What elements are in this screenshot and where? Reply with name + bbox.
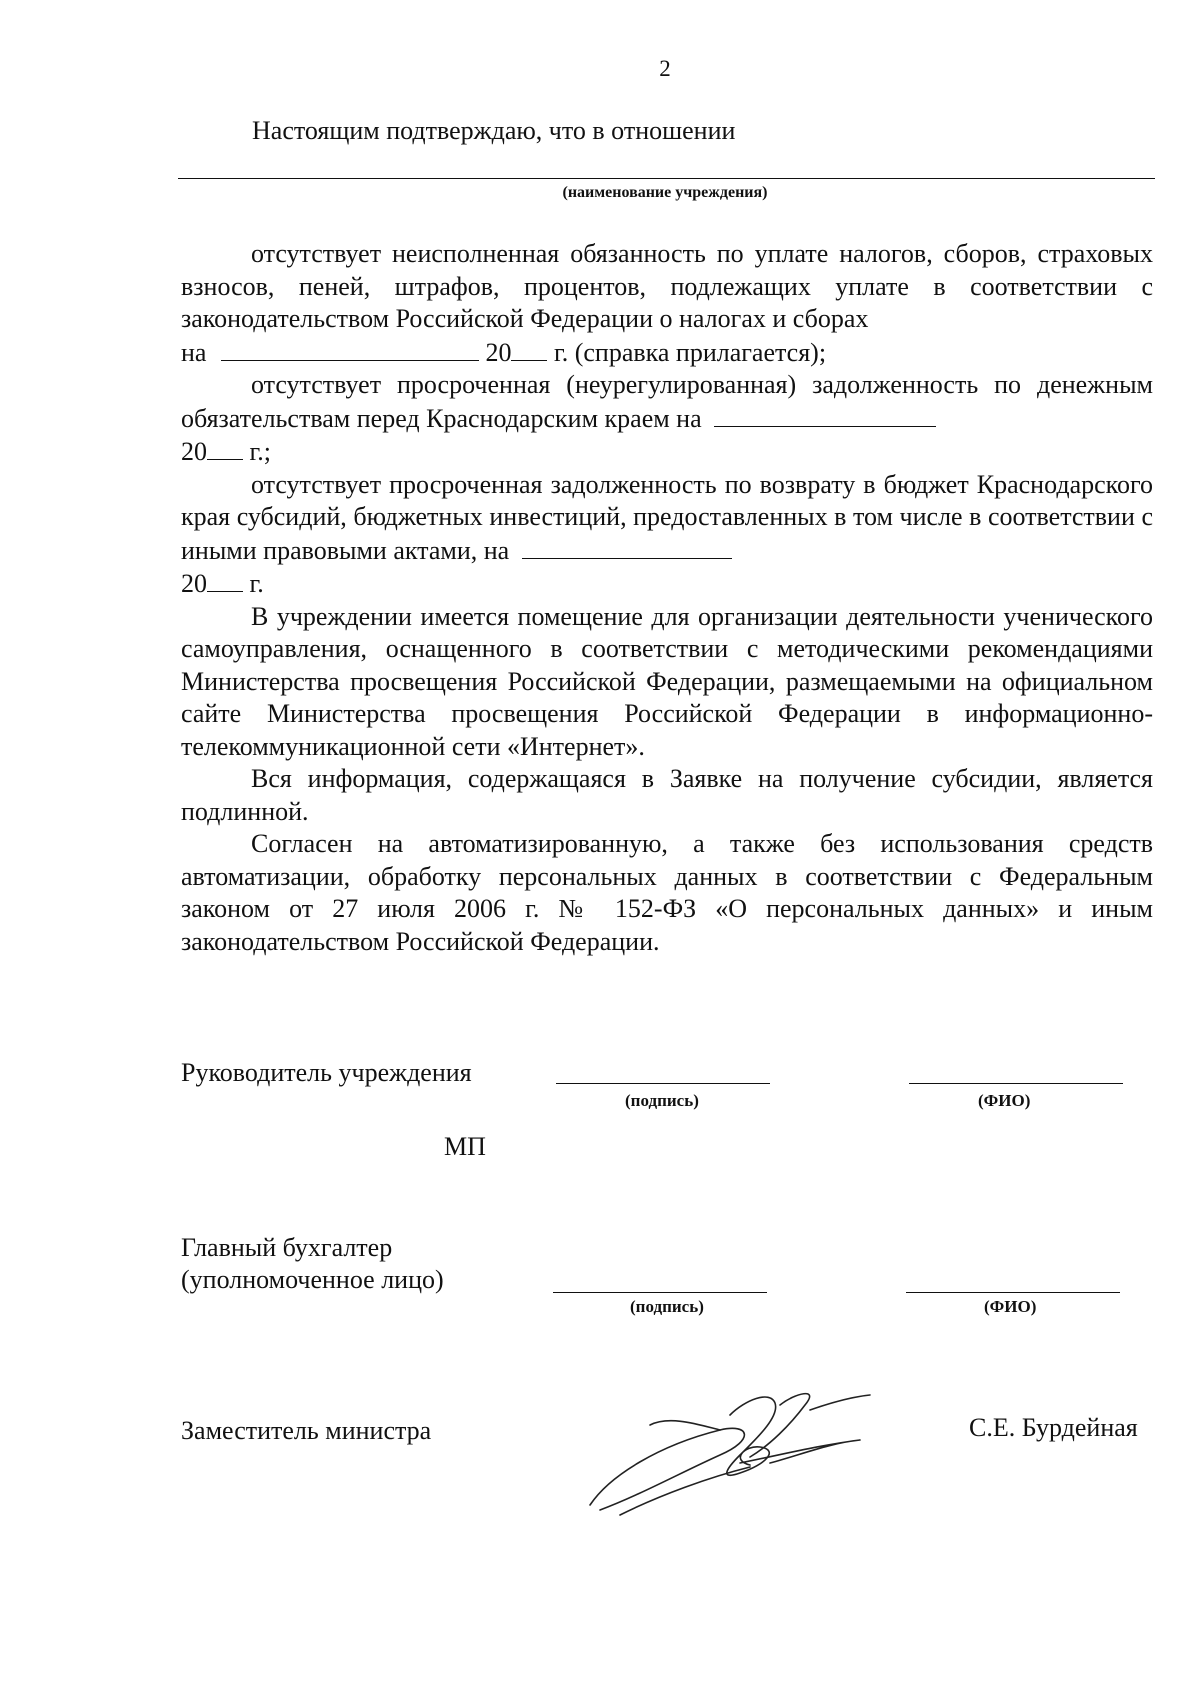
accountant-sublabel: (уполномоченное лицо) bbox=[181, 1265, 444, 1294]
text-year-prefix: 20 bbox=[181, 437, 207, 466]
text-debt-krai: отсутствует просроченная (неурегулированная) задолженность по денежным обязательствам перед Краснодарским краем на bbox=[181, 370, 1153, 433]
handwritten-signature bbox=[580, 1385, 900, 1530]
text-year-prefix: 20 bbox=[181, 569, 207, 598]
accountant-name-caption: (ФИО) bbox=[984, 1297, 1037, 1316]
text-na: на bbox=[181, 337, 207, 367]
paragraph-information-authentic: Вся информация, содержащаяся в Заявке на получение субсидии, является подлинной. bbox=[181, 764, 1153, 826]
year-blank bbox=[207, 567, 243, 592]
deputy-label: Заместитель министра bbox=[181, 1416, 432, 1445]
paragraph-tax-obligations: отсутствует неисполненная обязанность по уплате налогов, сборов, страховых взносов, пеней, штрафов, процентов, подлежащих уплате в соответствии с законодательством Российской Федерации о налогах и сборах bbox=[181, 239, 1153, 333]
head-label: Руководитель учреждения bbox=[181, 1058, 472, 1087]
deputy-name: С.Е. Бурдейная bbox=[969, 1413, 1138, 1442]
year-blank bbox=[511, 336, 547, 361]
paragraph-premises: В учреждении имеется помещение для организации деятельности ученического самоуправления, оснащенного в соответствии с методическими рекомендациями Министерства просвещения Российской Федерации, размещаемыми на официальном сайте Министерства просвещения Российской Федерации в информационно-телекоммуникационной сети «Интернет». bbox=[181, 601, 1153, 761]
institution-line bbox=[178, 178, 1155, 179]
text-year-suffix: г. bbox=[249, 569, 264, 598]
text-year-suffix: г.; bbox=[249, 437, 271, 466]
accountant-name-line bbox=[906, 1292, 1120, 1293]
head-name-line bbox=[909, 1083, 1123, 1084]
stamp-place: МП bbox=[444, 1132, 486, 1161]
date-blank bbox=[522, 534, 732, 559]
paragraph-debt-krai-year bbox=[181, 435, 1153, 469]
institution-caption: (наименование учреждения) bbox=[562, 184, 768, 201]
accountant-label: Главный бухгалтер bbox=[181, 1233, 393, 1262]
head-signature-caption: (подпись) bbox=[625, 1091, 699, 1110]
text-budget-return: отсутствует просроченная задолженность по возврату в бюджет Краснодарского края субсидий, бюджетных инвестиций, предоставленных в том числе в соответствии с иными правовыми актами, на bbox=[181, 469, 1153, 565]
page-number: 2 bbox=[659, 56, 671, 81]
date-blank bbox=[221, 336, 479, 361]
paragraph-budget-return-year bbox=[181, 567, 1153, 601]
body-text bbox=[181, 238, 1153, 958]
text-year-prefix: 20 bbox=[485, 337, 512, 367]
accountant-signature-caption: (подпись) bbox=[630, 1297, 704, 1316]
accountant-signature-line bbox=[553, 1292, 767, 1293]
year-blank bbox=[207, 435, 243, 460]
paragraph-debt-krai bbox=[181, 369, 1153, 435]
paragraph-personal-data-consent: Согласен на автоматизированную, а также без использования средств автоматизации, обработку персональных данных в соответствии с Федеральным законом от 27 июля 2006 г. № 152-ФЗ «О персональных данных» и иным законодательством Российской Федерации. bbox=[181, 829, 1153, 956]
text-certificate-attached: г. (справка прилагается); bbox=[553, 337, 827, 367]
intro-text: Настоящим подтверждаю, что в отношении bbox=[252, 116, 736, 145]
paragraph-budget-return bbox=[181, 469, 1153, 568]
paragraph-tax-date-line bbox=[181, 336, 1153, 370]
date-blank bbox=[714, 402, 936, 427]
head-name-caption: (ФИО) bbox=[978, 1091, 1031, 1110]
head-signature-line bbox=[556, 1083, 770, 1084]
